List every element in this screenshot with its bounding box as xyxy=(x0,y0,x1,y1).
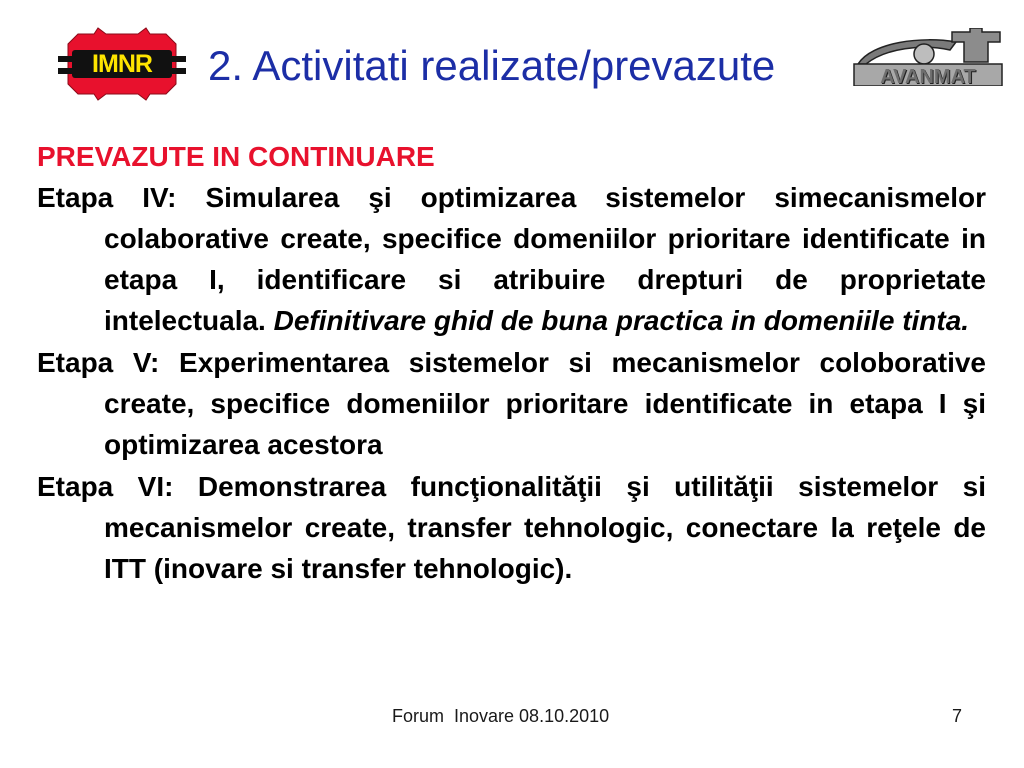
avanmat-logo-text: AVANMAT xyxy=(880,66,976,88)
etapa-vi-paragraph xyxy=(37,466,986,589)
page-number: 7 xyxy=(952,706,963,726)
section-heading: PREVAZUTE IN CONTINUARE xyxy=(37,141,435,172)
avanmat-logo xyxy=(852,28,1004,86)
imnr-logo-text: IMNR xyxy=(92,50,152,78)
etapa-iv-text: Etapa IV: Simularea şi optimizarea sistemelor simecanismelor colaborative create, specifice domeniilor prioritare identificate in etapa I, identificare si atribuire drepturi de proprietate intelectuala. xyxy=(37,182,986,336)
etapa-vi-text: Etapa VI: Demonstrarea funcţionalităţii şi utilităţii sistemelor si mecanismelor create, transfer tehnologic, conectare la reţele de ITT (inovare si transfer tehnologic). xyxy=(37,471,986,584)
slide-title: 2. Activitati realizate/prevazute xyxy=(208,42,776,89)
etapa-iv-italic-text: Definitivare ghid de buna practica in domeniile tinta. xyxy=(273,305,970,336)
imnr-logo xyxy=(58,26,186,102)
slide-body xyxy=(37,136,986,590)
etapa-v-text: Etapa V: Experimentarea sistemelor si mecanismelor coloborative create, specifice domeniilor prioritare identificate in etapa I şi optimizarea acestora xyxy=(37,347,986,460)
footer-text: Forum Inovare 08.10.2010 xyxy=(392,706,610,726)
etapa-v-paragraph xyxy=(37,342,986,465)
etapa-iv-paragraph xyxy=(37,177,986,341)
